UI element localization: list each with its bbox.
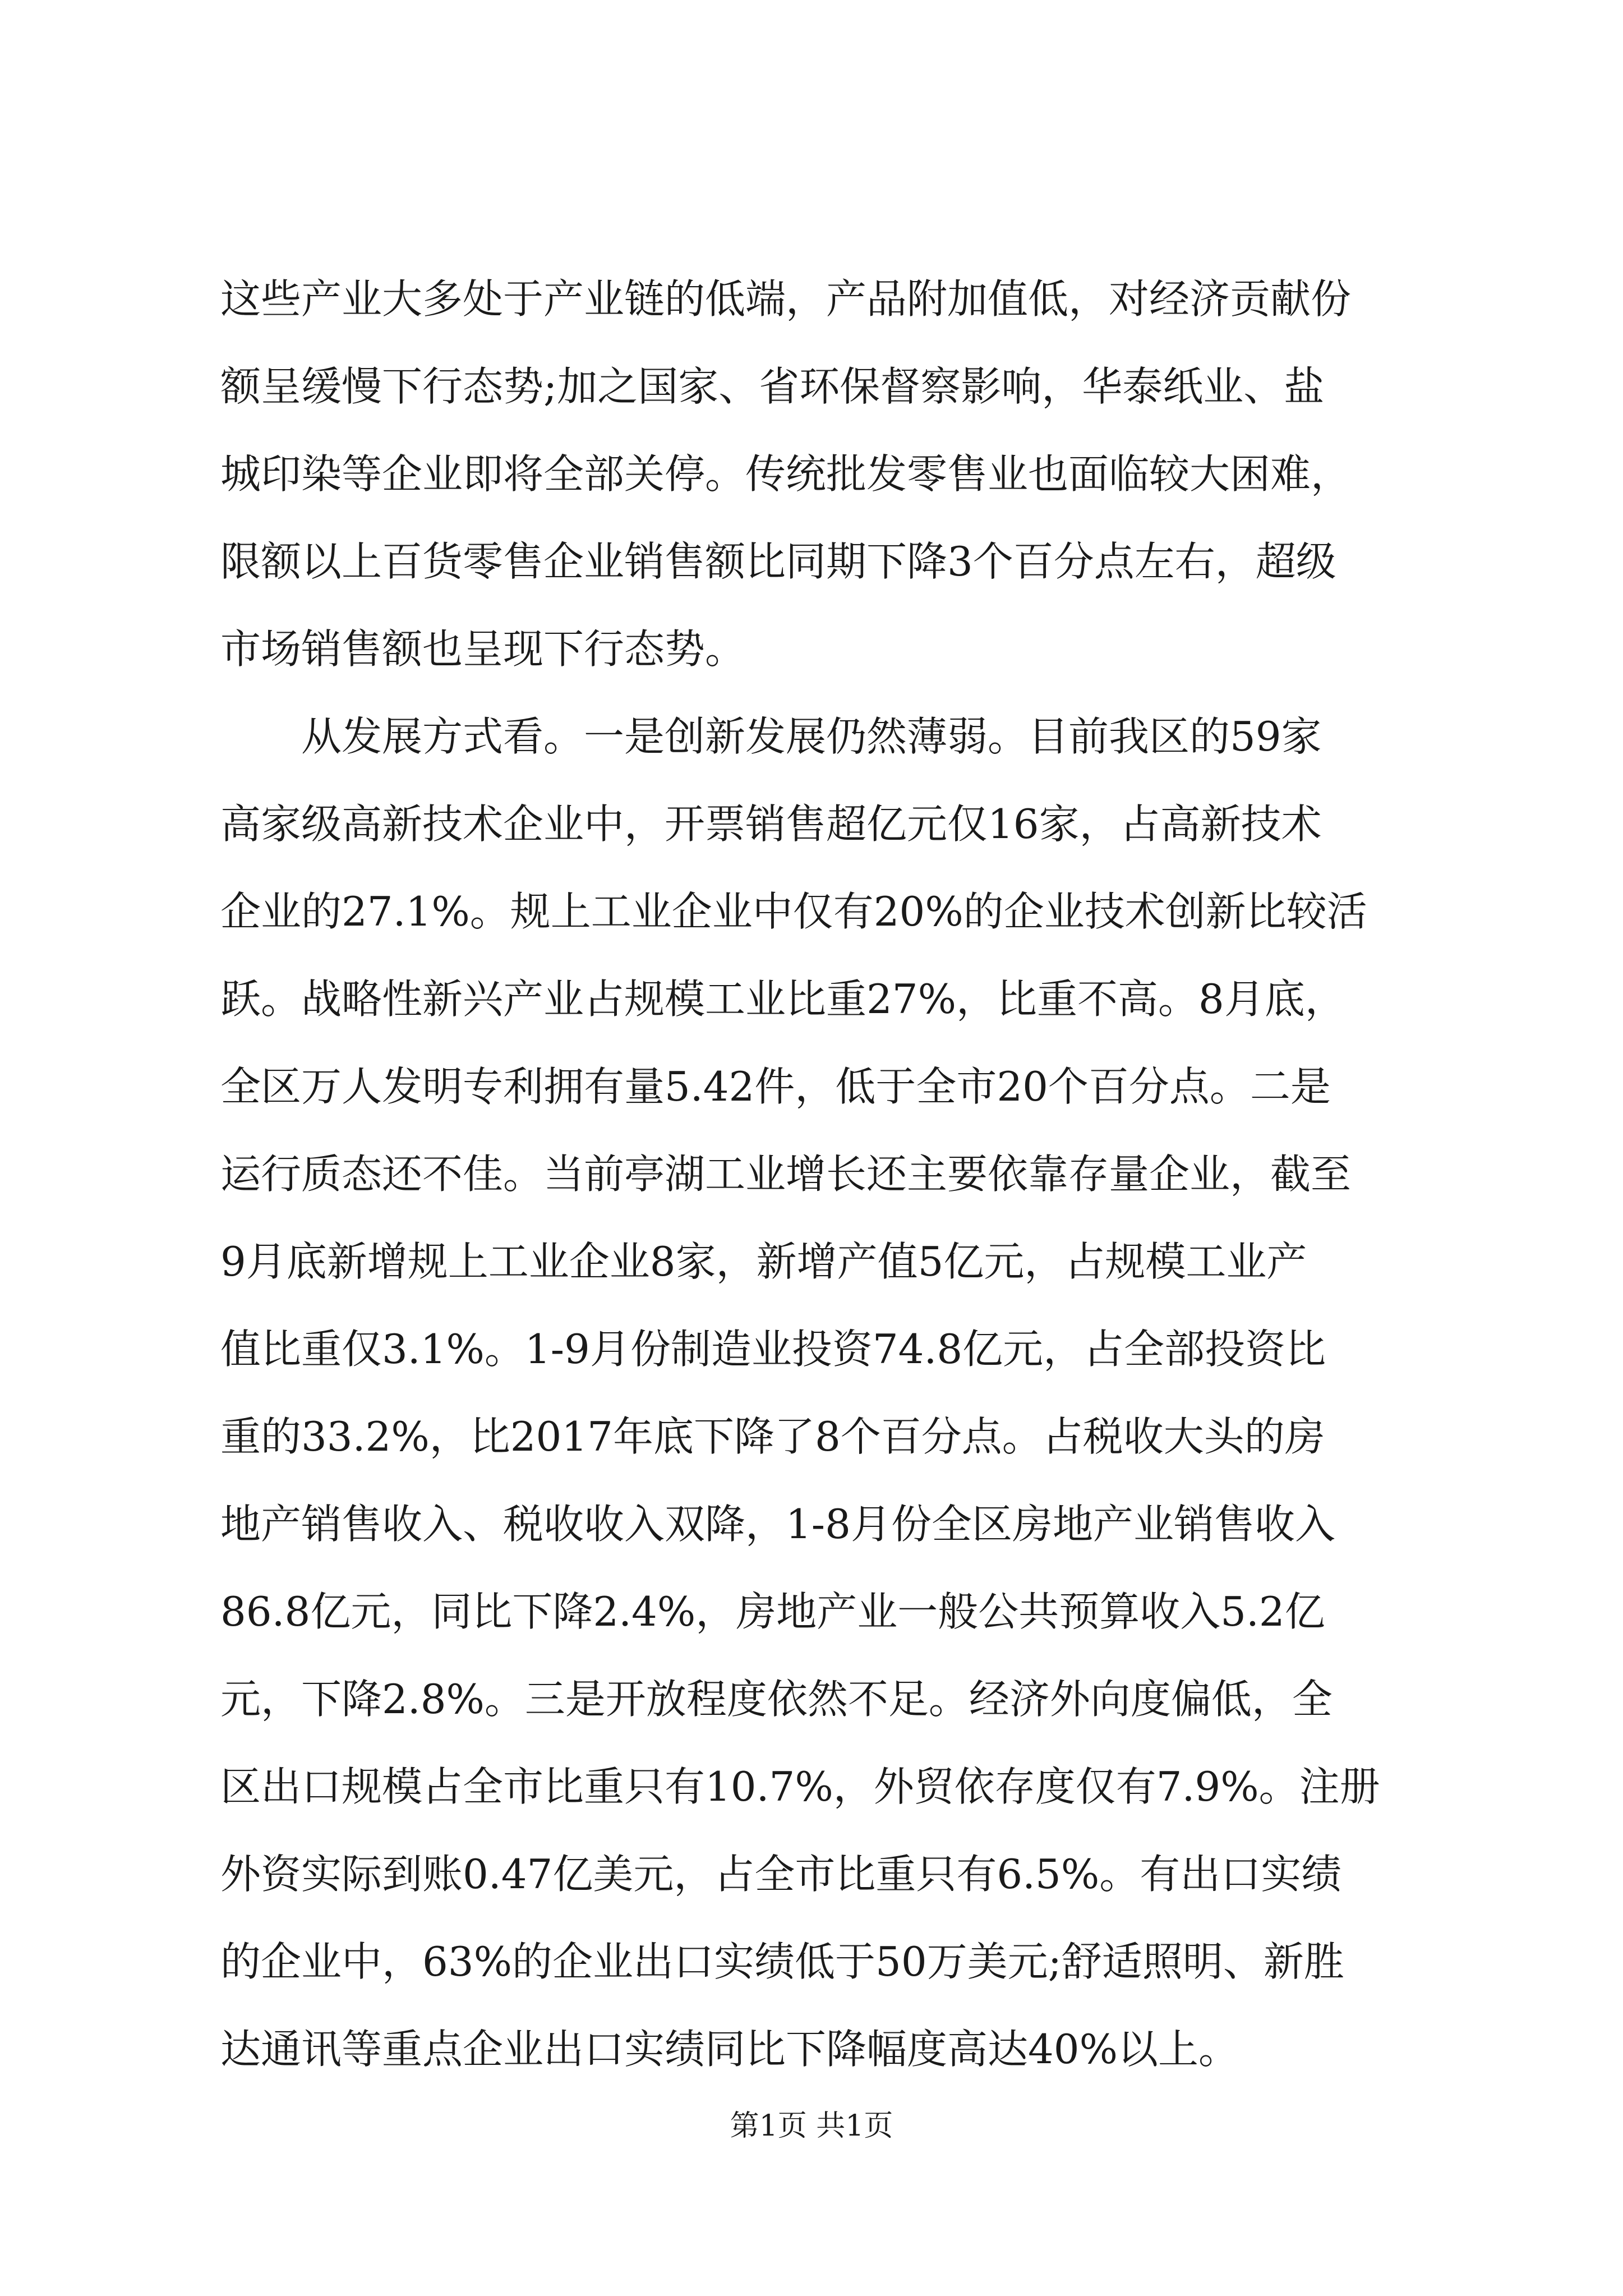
text-line: 高家级高新技术企业中，开票销售超亿元仅16家，占高新技术 — [220, 800, 1322, 848]
text-line: 区出口规模占全市比重只有10.7%，外贸依存度仅有7.9%。注册 — [220, 1763, 1380, 1810]
text-line: 的企业中，63%的企业出口实绩低于50万美元;舒适照明、新胜 — [220, 1938, 1344, 1985]
text-line: 外资实际到账0.47亿美元，占全市比重只有6.5%。有出口实绩 — [220, 1851, 1342, 1898]
text-line: 限额以上百货零售企业销售额比同期下降3个百分点左右，超级 — [220, 538, 1336, 585]
text-line: 城印染等企业即将全部关停。传统批发零售业也面临较大困难， — [220, 450, 1352, 498]
text-line: 市场销售额也呈现下行态势。 — [220, 625, 746, 673]
text-line: 达通讯等重点企业出口实绩同比下降幅度高达40%以上。 — [220, 2026, 1239, 2073]
text-line: 运行质态还不佳。当前亭湖工业增长还主要依靠存量企业，截至 — [220, 1151, 1352, 1198]
text-line: 从发展方式看。一是创新发展仍然薄弱。目前我区的59家 — [220, 713, 1322, 760]
text-line: 重的33.2%，比2017年底下降了8个百分点。占税收大头的房 — [220, 1413, 1325, 1460]
text-line: 全区万人发明专利拥有量5.42件，低于全市20个百分点。二是 — [220, 1063, 1331, 1110]
text-line: 值比重仅3.1%。1-9月份制造业投资74.8亿元，占全部投资比 — [220, 1326, 1326, 1373]
text-line: 86.8亿元，同比下降2.4%，房地产业一般公共预算收入5.2亿 — [220, 1588, 1325, 1635]
text-line: 跃。战略性新兴产业占规模工业比重27%，比重不高。8月底， — [220, 976, 1345, 1023]
document-body — [220, 255, 1426, 2093]
paragraph-1 — [220, 255, 1426, 693]
paragraph-2 — [220, 693, 1426, 2093]
text-line: 元，下降2.8%。三是开放程度依然不足。经济外向度偏低，全 — [220, 1676, 1332, 1723]
text-line: 企业的27.1%。规上工业企业中仅有20%的企业技术创新比较活 — [220, 888, 1367, 935]
text-line: 额呈缓慢下行态势;加之国家、省环保督察影响，华泰纸业、盐 — [220, 363, 1325, 410]
page-number-footer: 第1页 共1页 — [730, 2109, 893, 2143]
text-line: 地产销售收入、税收收入双降，1-8月份全区房地产业销售收入 — [220, 1501, 1335, 1548]
text-line: 这些产业大多处于产业链的低端，产品附加值低，对经济贡献份 — [220, 275, 1352, 323]
text-line: 9月底新增规上工业企业8家，新增产值5亿元，占规模工业产 — [220, 1238, 1307, 1285]
